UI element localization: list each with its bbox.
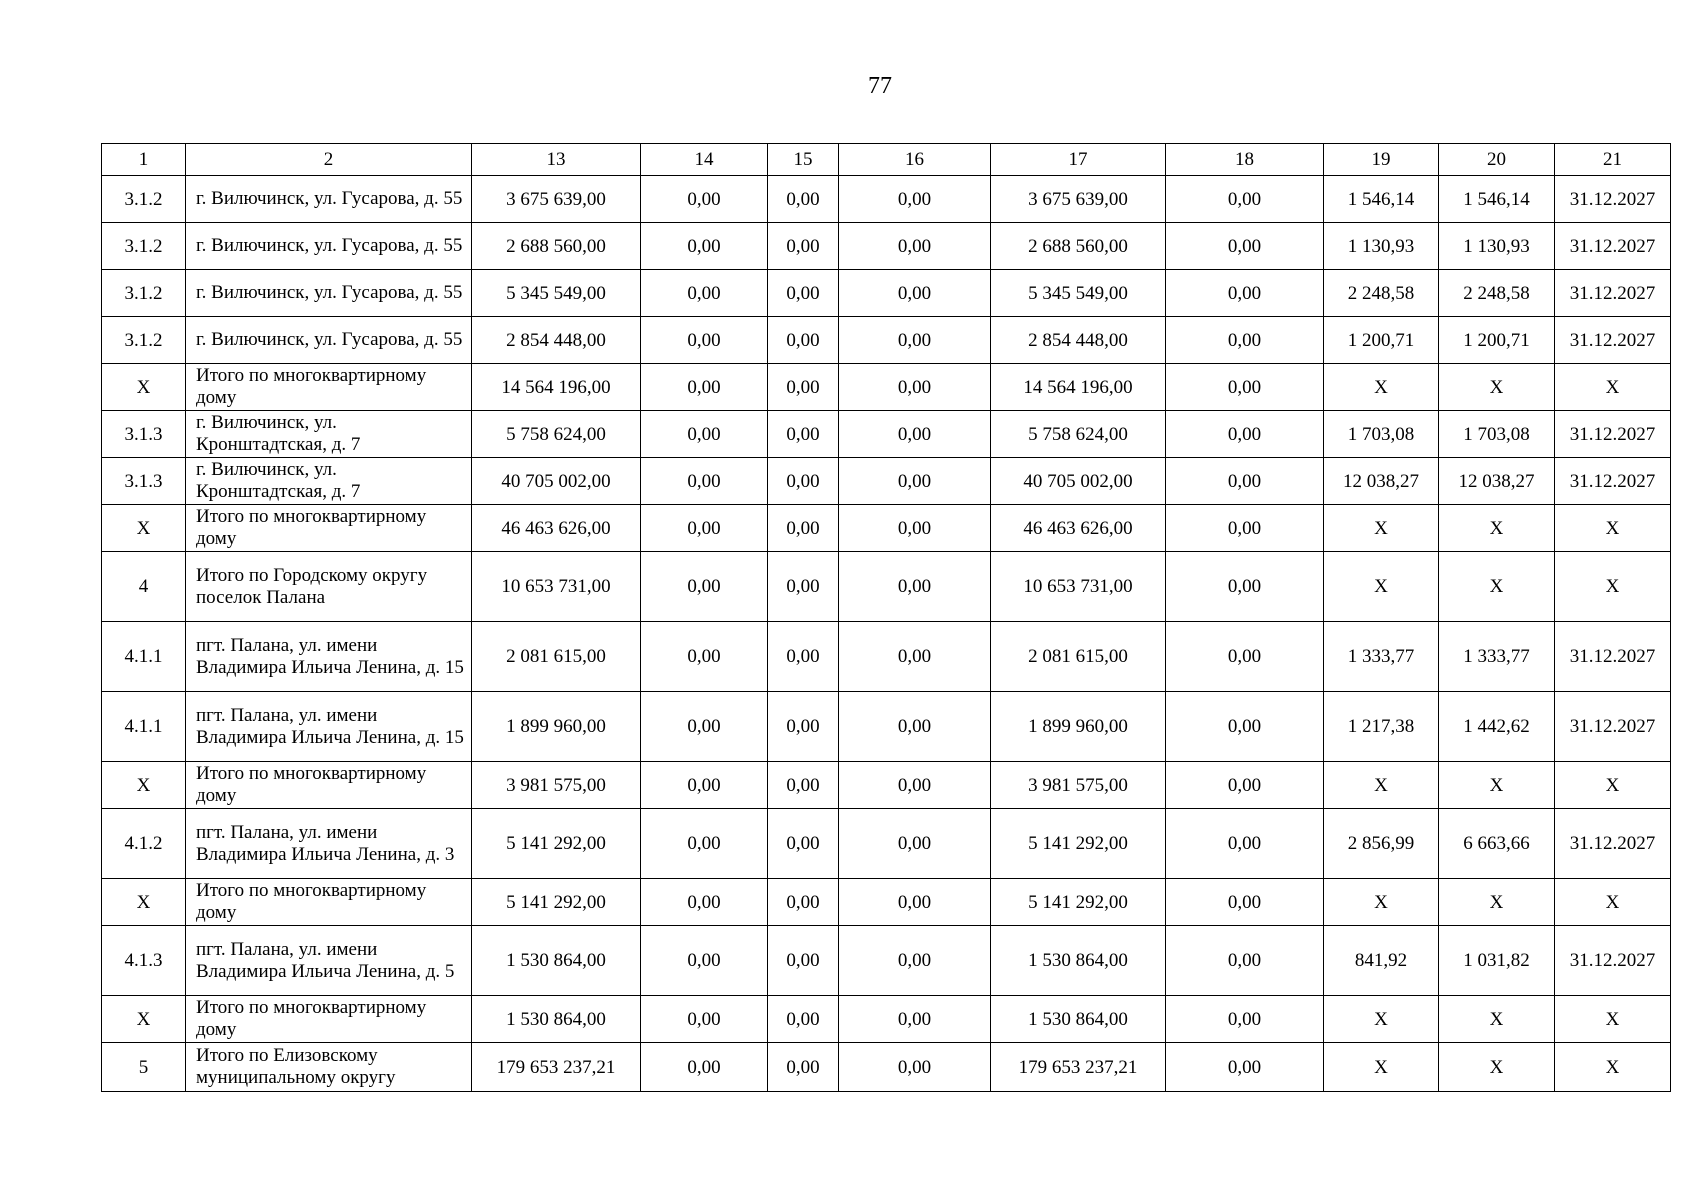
cell-col-21: 31.12.2027 — [1555, 622, 1671, 692]
cell-col-21: X — [1555, 364, 1671, 411]
cell-col-13: 2 688 560,00 — [472, 223, 641, 270]
cell-col-2: г. Вилючинск, ул. Гусарова, д. 55 — [186, 223, 472, 270]
cell-col-15: 0,00 — [768, 270, 839, 317]
cell-col-17: 3 981 575,00 — [991, 762, 1166, 809]
page-number: 77 — [868, 73, 892, 99]
cell-col-20: 12 038,27 — [1439, 458, 1555, 505]
table-row — [102, 270, 1671, 317]
cell-col-20: X — [1439, 505, 1555, 552]
cell-col-21: X — [1555, 1043, 1671, 1092]
cell-col-15: 0,00 — [768, 317, 839, 364]
cell-col-20: X — [1439, 879, 1555, 926]
header-cell-col-15: 15 — [768, 144, 839, 176]
cell-col-16: 0,00 — [839, 996, 991, 1043]
cell-col-1: 3.1.3 — [102, 411, 186, 458]
cell-col-1: 3.1.3 — [102, 458, 186, 505]
table-header-row — [102, 144, 1671, 176]
cell-col-13: 3 981 575,00 — [472, 762, 641, 809]
cell-col-2: г. Вилючинск, ул. Гусарова, д. 55 — [186, 270, 472, 317]
cell-col-18: 0,00 — [1166, 926, 1324, 996]
cell-col-2: пгт. Палана, ул. имени Владимира Ильича Ленина, д. 5 — [186, 926, 472, 996]
cell-col-13: 2 081 615,00 — [472, 622, 641, 692]
cell-col-19: 1 703,08 — [1324, 411, 1439, 458]
cell-col-2: г. Вилючинск, ул. Кронштадтская, д. 7 — [186, 458, 472, 505]
cell-col-13: 5 758 624,00 — [472, 411, 641, 458]
cell-col-16: 0,00 — [839, 762, 991, 809]
table-row — [102, 879, 1671, 926]
cell-col-20: 6 663,66 — [1439, 809, 1555, 879]
cell-col-20: 1 031,82 — [1439, 926, 1555, 996]
cell-col-18: 0,00 — [1166, 317, 1324, 364]
cell-col-15: 0,00 — [768, 692, 839, 762]
cell-col-2: Итого по многоквартирному дому — [186, 505, 472, 552]
cell-col-17: 46 463 626,00 — [991, 505, 1166, 552]
cell-col-2: пгт. Палана, ул. имени Владимира Ильича Ленина, д. 15 — [186, 622, 472, 692]
cell-col-18: 0,00 — [1166, 364, 1324, 411]
cell-col-17: 5 141 292,00 — [991, 879, 1166, 926]
cell-col-21: X — [1555, 879, 1671, 926]
cell-col-1: X — [102, 505, 186, 552]
cell-col-16: 0,00 — [839, 411, 991, 458]
cell-col-20: 1 442,62 — [1439, 692, 1555, 762]
table-row — [102, 223, 1671, 270]
cell-col-17: 1 899 960,00 — [991, 692, 1166, 762]
cell-col-17: 2 688 560,00 — [991, 223, 1166, 270]
cell-col-17: 5 141 292,00 — [991, 809, 1166, 879]
cell-col-19: 12 038,27 — [1324, 458, 1439, 505]
cell-col-17: 1 530 864,00 — [991, 996, 1166, 1043]
cell-col-18: 0,00 — [1166, 411, 1324, 458]
cell-col-20: 1 130,93 — [1439, 223, 1555, 270]
cell-col-18: 0,00 — [1166, 996, 1324, 1043]
cell-col-2: Итого по многоквартирному дому — [186, 879, 472, 926]
cell-col-16: 0,00 — [839, 458, 991, 505]
cell-col-20: X — [1439, 762, 1555, 809]
cell-col-17: 2 854 448,00 — [991, 317, 1166, 364]
cell-col-18: 0,00 — [1166, 176, 1324, 223]
cell-col-14: 0,00 — [641, 458, 768, 505]
cell-col-13: 1 899 960,00 — [472, 692, 641, 762]
cell-col-1: X — [102, 996, 186, 1043]
cell-col-20: X — [1439, 996, 1555, 1043]
cell-col-14: 0,00 — [641, 926, 768, 996]
table-row — [102, 1043, 1671, 1092]
cell-col-14: 0,00 — [641, 176, 768, 223]
cell-col-14: 0,00 — [641, 1043, 768, 1092]
cell-col-19: X — [1324, 996, 1439, 1043]
cell-col-19: X — [1324, 364, 1439, 411]
cell-col-14: 0,00 — [641, 552, 768, 622]
header-cell-col-1: 1 — [102, 144, 186, 176]
cell-col-16: 0,00 — [839, 223, 991, 270]
cell-col-2: г. Вилючинск, ул. Гусарова, д. 55 — [186, 317, 472, 364]
cell-col-14: 0,00 — [641, 692, 768, 762]
cell-col-16: 0,00 — [839, 809, 991, 879]
cell-col-15: 0,00 — [768, 458, 839, 505]
cell-col-13: 46 463 626,00 — [472, 505, 641, 552]
cell-col-2: пгт. Палана, ул. имени Владимира Ильича Ленина, д. 3 — [186, 809, 472, 879]
cell-col-19: 1 217,38 — [1324, 692, 1439, 762]
table-row — [102, 458, 1671, 505]
cell-col-13: 5 345 549,00 — [472, 270, 641, 317]
cell-col-1: 3.1.2 — [102, 270, 186, 317]
cell-col-18: 0,00 — [1166, 762, 1324, 809]
cell-col-15: 0,00 — [768, 879, 839, 926]
table-row — [102, 762, 1671, 809]
cell-col-18: 0,00 — [1166, 879, 1324, 926]
table-row — [102, 809, 1671, 879]
table-row — [102, 411, 1671, 458]
cell-col-2: пгт. Палана, ул. имени Владимира Ильича Ленина, д. 15 — [186, 692, 472, 762]
cell-col-2: Итого по многоквартирному дому — [186, 364, 472, 411]
cell-col-21: 31.12.2027 — [1555, 223, 1671, 270]
cell-col-15: 0,00 — [768, 364, 839, 411]
cell-col-20: X — [1439, 364, 1555, 411]
cell-col-18: 0,00 — [1166, 692, 1324, 762]
cell-col-21: 31.12.2027 — [1555, 458, 1671, 505]
cell-col-19: X — [1324, 505, 1439, 552]
cell-col-15: 0,00 — [768, 552, 839, 622]
cell-col-18: 0,00 — [1166, 223, 1324, 270]
cell-col-13: 40 705 002,00 — [472, 458, 641, 505]
cell-col-15: 0,00 — [768, 176, 839, 223]
cell-col-18: 0,00 — [1166, 505, 1324, 552]
cell-col-14: 0,00 — [641, 809, 768, 879]
header-cell-col-21: 21 — [1555, 144, 1671, 176]
table-row — [102, 505, 1671, 552]
cell-col-1: X — [102, 762, 186, 809]
cell-col-20: 2 248,58 — [1439, 270, 1555, 317]
cell-col-21: 31.12.2027 — [1555, 809, 1671, 879]
cell-col-20: X — [1439, 552, 1555, 622]
cell-col-18: 0,00 — [1166, 1043, 1324, 1092]
cell-col-2: Итого по Елизовскому муниципальному округу — [186, 1043, 472, 1092]
cell-col-16: 0,00 — [839, 622, 991, 692]
cell-col-14: 0,00 — [641, 996, 768, 1043]
header-cell-col-19: 19 — [1324, 144, 1439, 176]
cell-col-19: 1 546,14 — [1324, 176, 1439, 223]
cell-col-16: 0,00 — [839, 176, 991, 223]
cell-col-20: X — [1439, 1043, 1555, 1092]
cell-col-15: 0,00 — [768, 762, 839, 809]
cell-col-17: 14 564 196,00 — [991, 364, 1166, 411]
table-row — [102, 552, 1671, 622]
cell-col-1: X — [102, 879, 186, 926]
cell-col-2: Итого по Городскому округу поселок Палана — [186, 552, 472, 622]
cell-col-13: 1 530 864,00 — [472, 926, 641, 996]
cell-col-2: г. Вилючинск, ул. Кронштадтская, д. 7 — [186, 411, 472, 458]
cell-col-19: X — [1324, 879, 1439, 926]
cell-col-14: 0,00 — [641, 762, 768, 809]
cell-col-15: 0,00 — [768, 926, 839, 996]
cell-col-14: 0,00 — [641, 505, 768, 552]
cell-col-15: 0,00 — [768, 1043, 839, 1092]
table-row — [102, 692, 1671, 762]
cell-col-21: 31.12.2027 — [1555, 176, 1671, 223]
cell-col-15: 0,00 — [768, 411, 839, 458]
cell-col-17: 3 675 639,00 — [991, 176, 1166, 223]
header-cell-col-2: 2 — [186, 144, 472, 176]
cell-col-18: 0,00 — [1166, 809, 1324, 879]
cell-col-17: 40 705 002,00 — [991, 458, 1166, 505]
cell-col-17: 2 081 615,00 — [991, 622, 1166, 692]
cell-col-19: X — [1324, 762, 1439, 809]
cell-col-16: 0,00 — [839, 926, 991, 996]
table-row — [102, 364, 1671, 411]
cell-col-17: 1 530 864,00 — [991, 926, 1166, 996]
cell-col-15: 0,00 — [768, 622, 839, 692]
cell-col-15: 0,00 — [768, 809, 839, 879]
cell-col-14: 0,00 — [641, 317, 768, 364]
cell-col-13: 5 141 292,00 — [472, 809, 641, 879]
cell-col-1: 4.1.1 — [102, 692, 186, 762]
header-cell-col-13: 13 — [472, 144, 641, 176]
cell-col-16: 0,00 — [839, 879, 991, 926]
cell-col-14: 0,00 — [641, 411, 768, 458]
header-cell-col-17: 17 — [991, 144, 1166, 176]
cell-col-13: 14 564 196,00 — [472, 364, 641, 411]
header-cell-col-20: 20 — [1439, 144, 1555, 176]
cell-col-15: 0,00 — [768, 505, 839, 552]
cell-col-21: X — [1555, 552, 1671, 622]
cell-col-17: 179 653 237,21 — [991, 1043, 1166, 1092]
cell-col-19: 1 130,93 — [1324, 223, 1439, 270]
cell-col-19: 2 248,58 — [1324, 270, 1439, 317]
cell-col-16: 0,00 — [839, 270, 991, 317]
cell-col-18: 0,00 — [1166, 622, 1324, 692]
cell-col-20: 1 546,14 — [1439, 176, 1555, 223]
table-row — [102, 996, 1671, 1043]
cell-col-17: 5 758 624,00 — [991, 411, 1166, 458]
cell-col-14: 0,00 — [641, 223, 768, 270]
cell-col-1: 4 — [102, 552, 186, 622]
cell-col-14: 0,00 — [641, 270, 768, 317]
header-cell-col-14: 14 — [641, 144, 768, 176]
cell-col-21: 31.12.2027 — [1555, 317, 1671, 364]
header-cell-col-16: 16 — [839, 144, 991, 176]
cell-col-1: 3.1.2 — [102, 317, 186, 364]
table-body — [102, 144, 1671, 1092]
cell-col-2: Итого по многоквартирному дому — [186, 762, 472, 809]
cell-col-19: 2 856,99 — [1324, 809, 1439, 879]
cell-col-20: 1 333,77 — [1439, 622, 1555, 692]
cell-col-13: 1 530 864,00 — [472, 996, 641, 1043]
cell-col-13: 3 675 639,00 — [472, 176, 641, 223]
cell-col-17: 5 345 549,00 — [991, 270, 1166, 317]
data-table — [101, 143, 1671, 1092]
cell-col-20: 1 200,71 — [1439, 317, 1555, 364]
cell-col-19: 841,92 — [1324, 926, 1439, 996]
cell-col-18: 0,00 — [1166, 270, 1324, 317]
cell-col-21: 31.12.2027 — [1555, 692, 1671, 762]
cell-col-13: 5 141 292,00 — [472, 879, 641, 926]
cell-col-1: 4.1.1 — [102, 622, 186, 692]
cell-col-13: 2 854 448,00 — [472, 317, 641, 364]
cell-col-21: 31.12.2027 — [1555, 270, 1671, 317]
table-row — [102, 622, 1671, 692]
cell-col-21: X — [1555, 505, 1671, 552]
cell-col-16: 0,00 — [839, 1043, 991, 1092]
cell-col-21: X — [1555, 996, 1671, 1043]
cell-col-21: X — [1555, 762, 1671, 809]
cell-col-1: 4.1.3 — [102, 926, 186, 996]
cell-col-20: 1 703,08 — [1439, 411, 1555, 458]
cell-col-19: X — [1324, 1043, 1439, 1092]
cell-col-13: 10 653 731,00 — [472, 552, 641, 622]
cell-col-2: Итого по многоквартирному дому — [186, 996, 472, 1043]
cell-col-1: 4.1.2 — [102, 809, 186, 879]
cell-col-16: 0,00 — [839, 364, 991, 411]
cell-col-1: 3.1.2 — [102, 223, 186, 270]
cell-col-1: 3.1.2 — [102, 176, 186, 223]
cell-col-21: 31.12.2027 — [1555, 411, 1671, 458]
cell-col-16: 0,00 — [839, 692, 991, 762]
cell-col-1: 5 — [102, 1043, 186, 1092]
cell-col-18: 0,00 — [1166, 458, 1324, 505]
cell-col-14: 0,00 — [641, 879, 768, 926]
cell-col-14: 0,00 — [641, 364, 768, 411]
cell-col-19: 1 200,71 — [1324, 317, 1439, 364]
cell-col-18: 0,00 — [1166, 552, 1324, 622]
table-row — [102, 176, 1671, 223]
cell-col-16: 0,00 — [839, 552, 991, 622]
cell-col-15: 0,00 — [768, 223, 839, 270]
cell-col-16: 0,00 — [839, 505, 991, 552]
table-row — [102, 317, 1671, 364]
cell-col-17: 10 653 731,00 — [991, 552, 1166, 622]
cell-col-19: X — [1324, 552, 1439, 622]
cell-col-21: 31.12.2027 — [1555, 926, 1671, 996]
table-row — [102, 926, 1671, 996]
cell-col-15: 0,00 — [768, 996, 839, 1043]
cell-col-1: X — [102, 364, 186, 411]
cell-col-19: 1 333,77 — [1324, 622, 1439, 692]
cell-col-14: 0,00 — [641, 622, 768, 692]
cell-col-16: 0,00 — [839, 317, 991, 364]
header-cell-col-18: 18 — [1166, 144, 1324, 176]
cell-col-13: 179 653 237,21 — [472, 1043, 641, 1092]
cell-col-2: г. Вилючинск, ул. Гусарова, д. 55 — [186, 176, 472, 223]
